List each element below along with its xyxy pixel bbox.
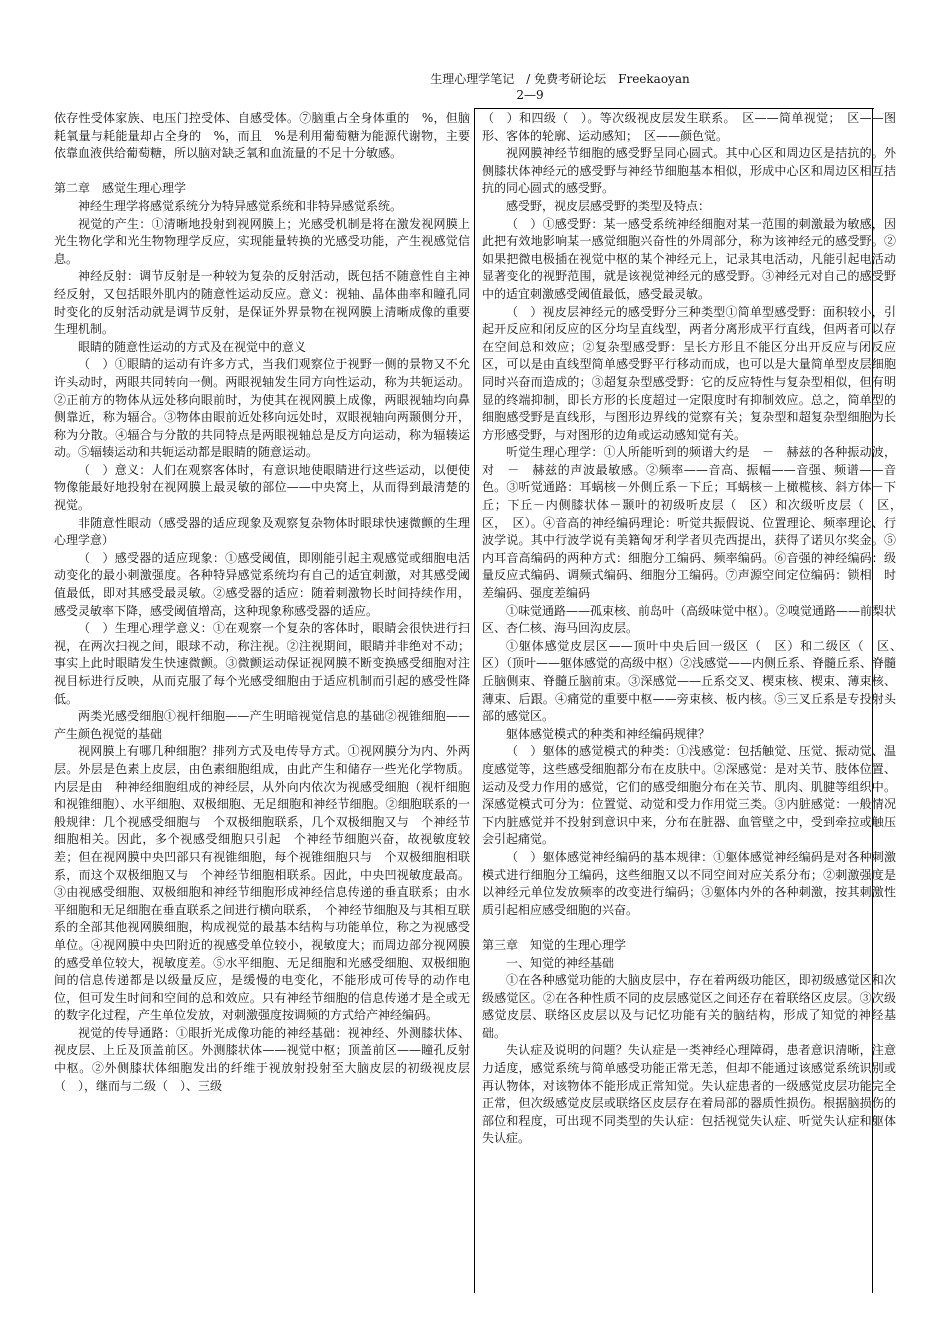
paragraph: （ ）①感受野：某一感受系统神经细胞对某一范围的刺激最为敏感，因此把有效地影响某一感觉细胞兴奋性的外周部分，称为该神经元的感受野。②如果把微电极插在视觉中枢的某个神经元上，记录其电活动，凡能引起电活动显著变化的视野范围，就是该视觉神经元的感受野。③神经元对自己的感受野中的适宜刺激感受阈值最低，感受最灵敏。 [482, 216, 896, 301]
paragraph: 视觉的产生：①清晰地投射到视网膜上；光感受机制是将在激发视网膜上光生物化学和光生物物理学反应，实现能量转换的光感受功能，产生视感觉信息。 [54, 216, 470, 266]
header-title: 生理心理学笔记 / 免费考研论坛 Freekaoyan [430, 72, 690, 86]
column-divider [474, 108, 475, 1293]
paragraph: 失认症及说明的问题？失认症是一类神经心理障碍，患者意识清晰，注意力适度，感觉系统与简单感受功能正常无恙，但却不能通过该感觉系统识别或再认物体，对该物体不能形成正常知觉。失认症患者的一级感觉皮层功能完全正常，但次级感觉皮层或联络区皮层存在着局部的器质性损伤。根据脑损伤的部位和程度，可出现不同类型的失认症：包括视觉失认症、听觉失认症和躯体失认症。 [482, 1043, 896, 1146]
right-column [482, 110, 909, 1148]
paragraph: 神经反射：调节反射是一种较为复杂的反射活动，既包括不随意性自主神经反射，又包括眼外肌内的随意性运动反应。意义：视轴、晶体曲率和瞳孔同时变化的反射活动就是调节反射，是保证外界景物在视网膜上清晰成像的重要生理机制。 [54, 269, 470, 337]
header-rule [474, 108, 874, 109]
paragraph: （ ）和四级（ ）。等次级视皮层发生联系。 区——简单视觉； 区——图形、客体的轮廓、运动感知； 区——颜色觉。 [482, 111, 896, 143]
paragraph: 两类光感受细胞①视杆细胞——产生明暗视觉信息的基础②视锥细胞——产生颜色视觉的基础 [54, 709, 470, 741]
section-heading: 感受野，视皮层感受野的类型及特点： [506, 198, 711, 213]
paragraph: 听觉生理心理学：①人所能听到的频谱大约是 － 赫兹的各种振动波，对 － 赫兹的声波最敏感。②频率——音高、振幅——音强、频谱——音色。③听觉通路：耳蜗核－外侧丘系－下丘；耳蜗核－上橄榄核、斜方体－下丘；下丘－内侧膝状体－颞叶的初级听皮层（ 区）和次级听皮层（ 区， 区， 区）。④音高的神经编码理论：听觉共振假说、位置理论、频率理论、行波学说。其中行波学说有美籍匈牙利学者贝壳西提出，获得了诺贝尔奖金。⑤内耳音高编码的两种方式：细胞分工编码、频率编码。⑥音强的神经编码：级量反应式编码、调频式编码、细胞分工编码。⑦声源空间定位编码：锁相 时差编码、强度差编码 [482, 445, 909, 601]
paragraph: （ ）生理心理学意义：①在观察一个复杂的客体时，眼睛会很快进行扫视，在两次扫视之间，眼球不动，称注视。②注视期间，眼睛并非绝对不动；事实上此时眼睛发生快速微颤。③微颤运动保证视网膜不断变换感受细胞对注视目标进行反映，从而克服了每个光感受细胞由于适应机制而引起的感受性降低。 [54, 621, 470, 706]
paragraph: （ ）躯体感觉神经编码的基本规律：①躯体感觉神经编码是对各种刺激模式进行细胞分工编码，这些细胞又以不同空间对应关系分布；②刺激强度是以神经元单位发放频率的改变进行编码；③躯体内外的各种刺激，按其刺激性质引起相应感受细胞的兴奋。 [482, 849, 896, 917]
paragraph: ①味觉通路——孤束核、前岛叶（高级味觉中枢）。②嗅觉通路——前梨状区、杏仁核、海马回沟皮层。 [482, 603, 897, 636]
paragraph: ①在各种感觉功能的大脑皮层中，存在着两级功能区，即初级感觉区和次级感觉区。②在各种性质不同的皮层感觉区之间还存在着联络区皮层。③次级感觉皮层、联络区皮层以及与记忆功能有关的脑结构，形成了知觉的神经基础。 [482, 973, 896, 1040]
header-page-number: 2—9 [516, 88, 544, 102]
section-subheading: 一、知觉的神经基础 [506, 955, 615, 970]
paragraph: 视觉的传导通路：①眼折光成像功能的神经基础：视神经、外测膝状体、视皮层、上丘及顶盖前区。外测膝状体——视觉中枢；顶盖前区——瞳孔反射中枢。②外侧膝状体细胞发出的纤维于视放射投射至大脑皮层的初级视皮层（ ），继而与二级（ ）、三级 [54, 1025, 470, 1093]
page-header [0, 71, 950, 103]
paragraph: ①躯体感觉皮层区——顶叶中央后回一级区（ 区）和二级区（ 区、 区）（顶叶——躯体感觉的高级中枢）②浅感觉——内侧丘系、脊髓丘系、脊髓丘脑侧束、脊髓丘脑前束。③深感觉——丘系交叉、楔束核、楔束、薄束核、薄束、后跟。④痛觉的重要中枢——旁束核、板内核。⑤三叉丘系是专投射头部的感觉区。 [482, 638, 909, 724]
paragraph: （ ）感受器的适应现象：①感受阈值，即刚能引起主观感觉或细胞电活动变化的最小刺激强度。各种特异感觉系统均有自己的适宜刺激，对其感受阈值最低，即对其感受最灵敏。②感受器的适应：随着刺激物长时间持续作用，感受灵敏率下降，感受阈值增高，这种现象称感受器的适应。 [54, 550, 470, 618]
paragraph: （ ）视皮层神经元的感受野分三种类型①简单型感受野：面积较小，引起开反应和闭反应的区分均呈直线型，两者分离形成平行直线，但两者可以存在空间总和效应；②复杂型感受野：呈长方形且不能区分出开反应与闭反应区，可以是由直线型简单感受野平行移动而成，也可以是大量简单型皮层细胞同时兴奋而造成的；③超复杂型感受野：它的反应特性与复杂型相似，但有明显的终端抑制，即长方形的长度超过一定限度时有抑制效应。总之，简单型的细胞感受野是直线形，与图形边界线的觉察有关；复杂型和超复杂型细胞为长方形感受野，与对图形的边角或运动感知觉有关。 [482, 304, 896, 442]
left-column [54, 110, 470, 1095]
section-heading: 非随意性眼动（感受器的适应现象及观察复杂物体时眼球快速微颤的生理心理学意） [54, 515, 470, 548]
chapter-3-title: 第三章 知觉的生理心理学 [482, 937, 627, 952]
paragraph: 神经生理学将感觉系统分为特异感觉系统和非特异感觉系统。 [78, 198, 403, 213]
section-heading: 眼睛的随意性运动的方式及在视觉中的意义 [78, 339, 307, 354]
section-heading: 躯体感觉模式的种类和神经编码规律？ [506, 726, 711, 741]
paragraph: 依存性受体家族、电压门控受体、自感受体。⑦脑重占全身体重的 %，但脑耗氧量与耗能量却占全身的 %，而且 %是利用葡萄糖为能源代谢物，主要依靠血液供给葡萄糖，所以脑对缺乏氧和血流量的不足十分敏感。 [54, 111, 470, 161]
paragraph: （ ）①眼睛的运动有许多方式，当我们观察位于视野一侧的景物又不允许头动时，两眼共同转向一侧。两眼视轴发生同方向性运动，称为共轭运动。②正前方的物体从远处移向眼前时，为使其在视网膜上成像，两眼视轴均向鼻侧靠近，称为辐合。③物体由眼前近处移向远处时，双眼视轴向两颞侧分开，称为分散。④辐合与分散的共同特点是两眼视轴总是反方向运动，称为辐辏运动。⑤辐辏运动和共轭运动都是眼睛的随意运动。 [54, 357, 470, 460]
chapter-2-title: 第二章 感觉生理心理学 [54, 181, 187, 196]
paragraph: 视网膜上有哪几种细胞？排列方式及电传导方式。①视网膜分为内、外两层。外层是色素上皮层，由色素细胞组成，由此产生和储存一些光化学物质。内层是由 种神经细胞组成的神经层，从外向内依次为视感受细胞（视杆细胞和视锥细胞）、水平细胞、双极细胞、无足细胞和神经节细胞。②细胞联系的一般规律：几个视感受细胞与 个双极细胞联系，几个双极细胞又与 个神经节细胞相关。因此，多个视感受细胞只引起 个神经节细胞兴奋，故视敏度较差；但在视网膜中央凹部只有视锥细胞，每个视锥细胞只与 个双极细胞相联系，而这个双极细胞又与 个神经节细胞相联系。因此，中央凹视敏度最高。③由视感受细胞、双极细胞和神经节细胞形成神经信息传递的垂直联系；由水平细胞和无足细胞在垂直联系之间进行横向联系， 个神经节细胞及与其相互联系的全部其他视网膜细胞，构成视觉的最基本结构与功能单位，称之为视感受单位。④视网膜中央凹附近的视感受单位较小，视敏度大；而周边部分视网膜的感受单位较大，视敏度差。⑤水平细胞、无足细胞和光感受细胞、双极细胞间的信息传递都是以级量反应，是缓慢的电变化，不能形成可传导的动作电位，但可发生时间和空间的总和效应。只有神经节细胞的信息传递才是全或无的数字化过程，产生单位发放，对刺激强度按调频的方式给产神经编码。 [54, 744, 470, 1023]
paragraph: 视网膜神经节细胞的感受野呈同心圆式。其中心区和周边区是拮抗的。外侧膝状体神经元的感受野与神经节细胞基本相似，形成中心区和周边区相互拮抗的同心圆式的感受野。 [482, 146, 896, 196]
paragraph: （ ）躯体的感觉模式的种类：①浅感觉：包括触觉、压觉、振动觉、温度感觉等，这些感受细胞都分布在皮肤中。②深感觉：是对关节、肢体位置、运动及受力作用的感觉，它们的感受细胞分布在关节、肌肉、肌腱等组织中。深感觉模式可分为：位置觉、动觉和受力作用觉三类。③内脏感觉：一般情况下内脏感觉并不投射到意识中来，分布在脏器、血管壁之中，受到牵拉或触压会引起痛觉。 [482, 744, 896, 847]
paragraph: （ ）意义：人们在观察客体时，有意识地使眼睛进行这些运动，以便使物像能最好地投射在视网膜上最灵敏的部位——中央窝上，从而得到最清楚的视觉。 [54, 462, 470, 513]
